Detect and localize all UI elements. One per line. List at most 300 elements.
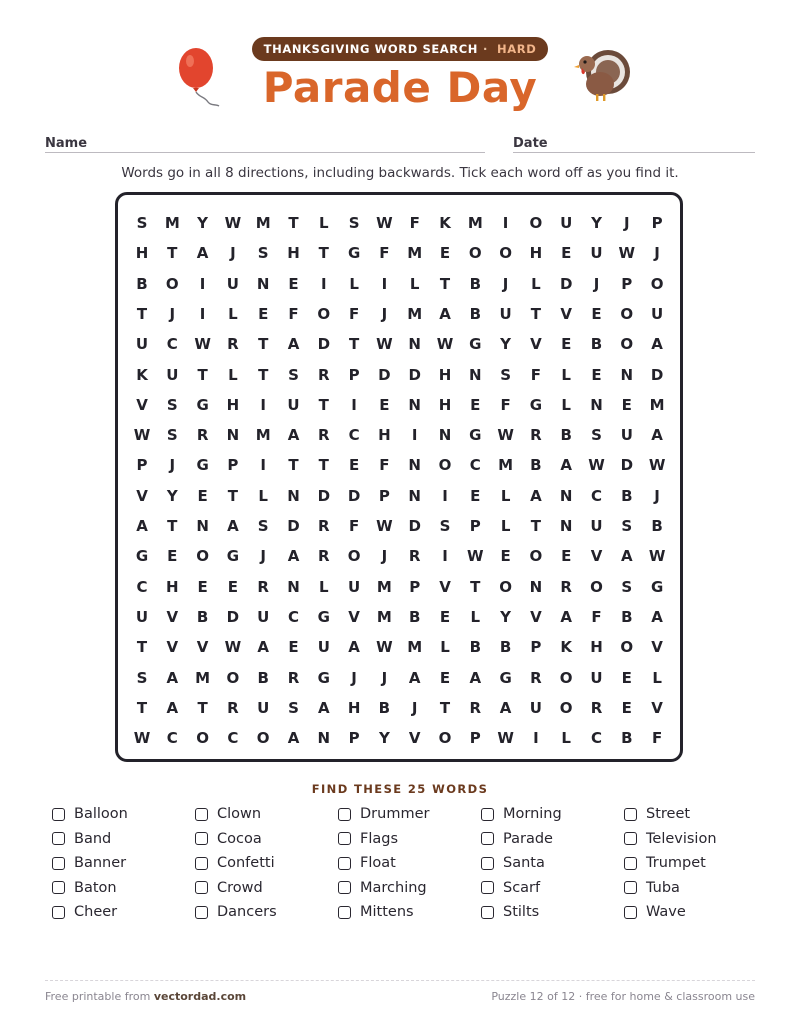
grid-cell[interactable]: O xyxy=(317,304,331,323)
grid-cell[interactable]: L xyxy=(409,274,420,293)
grid-cell[interactable]: S xyxy=(591,426,602,445)
grid-cell[interactable]: W xyxy=(436,335,454,354)
word-item[interactable] xyxy=(481,853,545,873)
grid-cell[interactable]: R xyxy=(469,698,482,717)
grid-cell[interactable]: F xyxy=(379,244,390,263)
grid-cell[interactable]: W xyxy=(224,214,242,232)
word-checkbox[interactable] xyxy=(481,857,494,870)
grid-cell[interactable]: C xyxy=(166,729,178,748)
grid-cell[interactable]: R xyxy=(318,365,330,384)
word-item[interactable] xyxy=(338,902,414,922)
word-checkbox[interactable] xyxy=(195,808,208,821)
word-item[interactable] xyxy=(338,829,398,849)
grid-cell[interactable]: B xyxy=(621,729,633,748)
grid-cell[interactable]: A xyxy=(196,244,209,263)
grid-cell[interactable]: N xyxy=(408,456,421,475)
grid-cell[interactable]: D xyxy=(620,456,634,475)
grid-cell[interactable]: W xyxy=(376,517,393,535)
grid-cell[interactable]: A xyxy=(166,668,179,687)
grid-cell[interactable]: E xyxy=(439,607,451,626)
grid-cell[interactable]: S xyxy=(166,395,178,414)
grid-cell[interactable]: T xyxy=(318,456,329,475)
grid-cell[interactable]: S xyxy=(257,244,269,263)
grid-cell[interactable]: T xyxy=(167,517,178,535)
grid-cell[interactable]: E xyxy=(561,335,572,354)
grid-cell[interactable]: I xyxy=(321,274,327,293)
grid-cell[interactable]: C xyxy=(469,456,481,475)
word-checkbox[interactable] xyxy=(338,832,351,845)
grid-cell[interactable]: U xyxy=(499,304,512,323)
grid-cell[interactable]: D xyxy=(317,335,331,354)
grid-cell[interactable]: L xyxy=(531,274,541,293)
word-item[interactable] xyxy=(195,853,275,873)
grid-cell[interactable]: A xyxy=(620,547,633,566)
word-item[interactable] xyxy=(624,902,686,922)
grid-cell[interactable]: V xyxy=(196,638,209,657)
word-item[interactable] xyxy=(195,878,263,898)
grid-cell[interactable]: T xyxy=(348,335,360,354)
grid-cell[interactable]: A xyxy=(469,668,482,687)
grid-cell[interactable]: A xyxy=(287,426,300,445)
word-checkbox[interactable] xyxy=(338,808,351,821)
grid-cell[interactable]: I xyxy=(533,729,539,748)
grid-cell[interactable]: D xyxy=(650,365,664,384)
grid-cell[interactable]: U xyxy=(287,395,300,414)
word-item[interactable] xyxy=(481,804,562,824)
grid-cell[interactable]: V xyxy=(348,607,360,626)
grid-cell[interactable]: M xyxy=(376,607,392,626)
grid-cell[interactable]: I xyxy=(411,426,418,445)
grid-cell[interactable]: U xyxy=(620,426,633,445)
grid-cell[interactable]: N xyxy=(287,577,300,596)
grid-cell[interactable]: C xyxy=(348,426,360,445)
grid-cell[interactable]: L xyxy=(228,365,238,384)
grid-cell[interactable]: W xyxy=(133,729,151,748)
grid-cell[interactable]: N xyxy=(226,426,240,445)
grid-cell[interactable]: N xyxy=(469,365,482,384)
grid-cell[interactable]: B xyxy=(560,426,572,445)
word-item[interactable] xyxy=(338,853,396,873)
grid-cell[interactable]: U xyxy=(257,698,270,717)
grid-cell[interactable]: S xyxy=(348,214,360,232)
grid-cell[interactable]: O xyxy=(499,577,512,596)
grid-cell[interactable]: P xyxy=(651,214,663,232)
grid-cell[interactable]: J xyxy=(624,214,630,232)
word-checkbox[interactable] xyxy=(195,906,208,919)
word-checkbox[interactable] xyxy=(481,881,494,894)
grid-cell[interactable]: S xyxy=(500,365,511,384)
word-checkbox[interactable] xyxy=(338,857,351,870)
grid-cell[interactable]: D xyxy=(226,607,240,626)
grid-cell[interactable]: J xyxy=(169,304,176,323)
grid-cell[interactable]: E xyxy=(470,486,481,505)
grid-cell[interactable]: P xyxy=(136,456,148,475)
grid-cell[interactable]: E xyxy=(561,244,572,263)
grid-cell[interactable]: G xyxy=(499,668,512,687)
grid-cell[interactable]: D xyxy=(378,365,391,384)
grid-cell[interactable]: C xyxy=(287,607,299,626)
grid-cell[interactable]: E xyxy=(227,577,239,596)
grid-cell[interactable]: P xyxy=(469,729,481,748)
grid-cell[interactable]: V xyxy=(439,577,451,596)
word-checkbox[interactable] xyxy=(481,832,494,845)
grid-cell[interactable]: A xyxy=(560,456,572,475)
word-checkbox[interactable] xyxy=(195,881,208,894)
grid-cell[interactable]: W xyxy=(618,244,636,263)
grid-cell[interactable]: S xyxy=(136,214,148,232)
grid-cell[interactable]: B xyxy=(408,607,421,626)
grid-cell[interactable]: E xyxy=(470,395,481,414)
grid-cell[interactable]: H xyxy=(438,365,452,384)
grid-cell[interactable]: W xyxy=(224,638,242,657)
grid-cell[interactable]: B xyxy=(136,274,148,293)
grid-cell[interactable]: D xyxy=(559,274,573,293)
grid-cell[interactable]: B xyxy=(469,638,482,657)
word-item[interactable] xyxy=(52,902,117,922)
grid-cell[interactable]: R xyxy=(408,547,421,566)
grid-cell[interactable]: A xyxy=(227,517,239,535)
grid-cell[interactable]: E xyxy=(348,456,360,475)
grid-cell[interactable]: B xyxy=(469,274,482,293)
grid-cell[interactable]: O xyxy=(620,335,634,354)
grid-cell[interactable]: I xyxy=(381,274,388,293)
grid-cell[interactable]: J xyxy=(169,456,176,475)
grid-cell[interactable]: W xyxy=(467,547,484,566)
grid-cell[interactable]: D xyxy=(287,517,300,535)
grid-cell[interactable]: V xyxy=(560,304,572,323)
grid-cell[interactable]: T xyxy=(167,244,178,263)
grid-cell[interactable]: A xyxy=(136,517,148,535)
grid-cell[interactable]: T xyxy=(439,274,451,293)
grid-cell[interactable]: B xyxy=(378,698,391,717)
grid-cell[interactable]: G xyxy=(469,335,482,354)
grid-cell[interactable]: O xyxy=(196,729,209,748)
grid-cell[interactable]: L xyxy=(561,729,571,748)
grid-cell[interactable]: T xyxy=(530,517,541,535)
grid-cell[interactable]: D xyxy=(408,365,421,384)
grid-cell[interactable]: F xyxy=(409,214,420,232)
grid-cell[interactable]: N xyxy=(559,486,573,505)
word-checkbox[interactable] xyxy=(624,808,637,821)
grid-cell[interactable]: U xyxy=(651,304,664,323)
grid-cell[interactable]: U xyxy=(590,668,603,687)
grid-cell[interactable]: V xyxy=(136,395,148,414)
grid-cell[interactable]: J xyxy=(351,668,357,687)
letter-grid[interactable] xyxy=(115,192,683,762)
grid-cell[interactable]: E xyxy=(439,668,451,687)
grid-cell[interactable]: M xyxy=(255,426,271,445)
grid-cell[interactable]: W xyxy=(376,335,393,354)
grid-cell[interactable]: L xyxy=(500,486,511,505)
word-item[interactable] xyxy=(481,829,553,849)
grid-cell[interactable]: B xyxy=(530,456,542,475)
grid-cell[interactable]: M xyxy=(407,304,423,323)
word-item[interactable] xyxy=(624,853,706,873)
grid-cell[interactable]: M xyxy=(255,214,271,232)
word-checkbox[interactable] xyxy=(481,906,494,919)
grid-cell[interactable]: R xyxy=(287,668,300,687)
grid-cell[interactable]: C xyxy=(227,729,239,748)
grid-cell[interactable]: Y xyxy=(500,335,512,354)
grid-cell[interactable]: L xyxy=(228,304,238,323)
grid-cell[interactable]: P xyxy=(469,517,481,535)
name-field[interactable] xyxy=(45,132,485,154)
grid-cell[interactable]: L xyxy=(470,607,481,626)
grid-cell[interactable]: L xyxy=(349,274,359,293)
grid-cell[interactable]: E xyxy=(500,547,511,566)
word-checkbox[interactable] xyxy=(195,857,208,870)
grid-cell[interactable]: E xyxy=(591,365,602,384)
grid-cell[interactable]: H xyxy=(226,395,240,414)
grid-cell[interactable]: M xyxy=(407,244,423,263)
word-checkbox[interactable] xyxy=(52,808,65,821)
grid-cell[interactable]: A xyxy=(348,638,360,657)
grid-cell[interactable]: U xyxy=(590,244,603,263)
grid-cell[interactable]: R xyxy=(318,426,330,445)
grid-cell[interactable]: I xyxy=(260,456,266,475)
grid-cell[interactable]: A xyxy=(651,335,663,354)
grid-cell[interactable]: F xyxy=(530,365,542,384)
grid-cell[interactable]: M xyxy=(376,577,392,596)
grid-cell[interactable]: L xyxy=(561,395,571,414)
grid-cell[interactable]: T xyxy=(288,456,299,475)
grid-cell[interactable]: T xyxy=(258,365,269,384)
grid-cell[interactable]: P xyxy=(378,486,390,505)
grid-cell[interactable]: H xyxy=(378,426,391,445)
grid-cell[interactable]: A xyxy=(287,547,300,566)
grid-cell[interactable]: T xyxy=(136,304,148,323)
word-item[interactable] xyxy=(195,804,261,824)
word-checkbox[interactable] xyxy=(338,881,351,894)
grid-cell[interactable]: A xyxy=(439,304,451,323)
word-checkbox[interactable] xyxy=(624,906,637,919)
grid-cell[interactable]: A xyxy=(651,426,663,445)
grid-cell[interactable]: Y xyxy=(591,214,602,232)
grid-cell[interactable]: A xyxy=(317,698,330,717)
grid-cell[interactable]: S xyxy=(136,668,148,687)
grid-cell[interactable]: U xyxy=(590,517,603,535)
grid-cell[interactable]: O xyxy=(438,456,452,475)
word-item[interactable] xyxy=(481,878,540,898)
grid-cell[interactable]: E xyxy=(561,547,572,566)
grid-cell[interactable]: J xyxy=(502,274,509,293)
grid-cell[interactable]: O xyxy=(165,274,179,293)
grid-cell[interactable]: I xyxy=(442,486,448,505)
grid-cell[interactable]: E xyxy=(379,395,390,414)
grid-cell[interactable]: M xyxy=(195,668,211,687)
grid-cell[interactable]: B xyxy=(469,304,482,323)
grid-cell[interactable]: G xyxy=(529,395,543,414)
grid-cell[interactable]: O xyxy=(529,547,543,566)
grid-cell[interactable]: E xyxy=(591,304,602,323)
grid-cell[interactable]: V xyxy=(590,547,603,566)
grid-cell[interactable]: E xyxy=(288,274,299,293)
grid-cell[interactable]: M xyxy=(649,395,665,414)
word-item[interactable] xyxy=(481,902,539,922)
grid-cell[interactable]: A xyxy=(257,638,269,657)
grid-cell[interactable]: H xyxy=(529,244,543,263)
grid-cell[interactable]: E xyxy=(167,547,178,566)
grid-cell[interactable]: O xyxy=(468,244,482,263)
grid-cell[interactable]: K xyxy=(136,365,148,384)
grid-cell[interactable]: B xyxy=(621,607,633,626)
grid-cell[interactable]: R xyxy=(257,577,269,596)
grid-cell[interactable]: S xyxy=(257,517,269,535)
grid-cell[interactable]: Y xyxy=(378,729,390,748)
grid-cell[interactable]: P xyxy=(348,729,360,748)
grid-cell[interactable]: E xyxy=(621,698,632,717)
word-item[interactable] xyxy=(338,804,429,824)
word-item[interactable] xyxy=(195,902,277,922)
grid-cell[interactable]: U xyxy=(226,274,239,293)
grid-cell[interactable]: I xyxy=(351,395,357,414)
grid-cell[interactable]: U xyxy=(135,607,149,626)
grid-cell[interactable]: O xyxy=(347,547,361,566)
grid-cell[interactable]: V xyxy=(408,729,421,748)
grid-cell[interactable]: O xyxy=(590,577,603,596)
grid-cell[interactable]: N xyxy=(590,395,603,414)
grid-cell[interactable]: T xyxy=(318,244,329,263)
grid-cell[interactable]: S xyxy=(621,517,633,535)
grid-cell[interactable]: U xyxy=(317,638,330,657)
grid-cell[interactable]: G xyxy=(650,577,664,596)
grid-cell[interactable]: N xyxy=(620,365,634,384)
grid-cell[interactable]: T xyxy=(258,335,269,354)
grid-cell[interactable]: L xyxy=(500,517,511,535)
word-item[interactable] xyxy=(52,829,111,849)
grid-cell[interactable]: E xyxy=(439,244,451,263)
grid-cell[interactable]: W xyxy=(194,335,211,354)
grid-cell[interactable]: V xyxy=(651,638,663,657)
grid-cell[interactable]: N xyxy=(317,729,331,748)
grid-cell[interactable]: J xyxy=(593,274,600,293)
grid-cell[interactable]: V xyxy=(166,638,179,657)
grid-cell[interactable]: G xyxy=(196,395,209,414)
grid-cell[interactable]: J xyxy=(654,486,660,505)
grid-cell[interactable]: E xyxy=(621,668,632,687)
grid-cell[interactable]: R xyxy=(530,668,542,687)
grid-cell[interactable]: U xyxy=(135,335,149,354)
grid-cell[interactable]: T xyxy=(136,698,148,717)
grid-cell[interactable]: N xyxy=(529,577,543,596)
grid-cell[interactable]: P xyxy=(621,274,633,293)
grid-cell[interactable]: U xyxy=(348,577,361,596)
grid-cell[interactable]: C xyxy=(166,335,178,354)
grid-cell[interactable]: D xyxy=(317,486,331,505)
grid-cell[interactable]: N xyxy=(438,426,452,445)
grid-cell[interactable]: J xyxy=(260,547,266,566)
grid-cell[interactable]: J xyxy=(381,304,388,323)
grid-cell[interactable]: N xyxy=(408,395,421,414)
grid-cell[interactable]: U xyxy=(257,607,270,626)
grid-cell[interactable]: A xyxy=(166,698,179,717)
grid-cell[interactable]: O xyxy=(256,729,270,748)
grid-cell[interactable]: N xyxy=(559,517,573,535)
grid-cell[interactable]: E xyxy=(197,577,208,596)
grid-cell[interactable]: I xyxy=(260,395,266,414)
grid-cell[interactable]: H xyxy=(590,638,603,657)
grid-cell[interactable]: F xyxy=(500,395,511,414)
grid-cell[interactable]: J xyxy=(411,698,418,717)
grid-cell[interactable]: I xyxy=(442,547,448,566)
grid-cell[interactable]: T xyxy=(439,698,451,717)
grid-cell[interactable]: P xyxy=(409,577,421,596)
grid-cell[interactable]: G xyxy=(135,547,149,566)
grid-cell[interactable]: T xyxy=(470,577,481,596)
grid-cell[interactable]: J xyxy=(230,244,236,263)
grid-cell[interactable]: W xyxy=(133,426,151,445)
grid-cell[interactable]: F xyxy=(651,729,663,748)
grid-cell[interactable]: T xyxy=(318,395,329,414)
grid-cell[interactable]: R xyxy=(590,698,603,717)
grid-cell[interactable]: M xyxy=(498,456,514,475)
grid-cell[interactable]: A xyxy=(560,607,572,626)
grid-cell[interactable]: I xyxy=(199,274,206,293)
grid-cell[interactable]: C xyxy=(590,729,602,748)
grid-cell[interactable]: W xyxy=(497,426,514,445)
grid-cell[interactable]: V xyxy=(651,698,663,717)
grid-cell[interactable]: O xyxy=(499,244,512,263)
grid-cell[interactable]: P xyxy=(530,638,542,657)
grid-cell[interactable]: R xyxy=(196,426,209,445)
grid-cell[interactable]: E xyxy=(288,638,299,657)
grid-cell[interactable]: G xyxy=(317,668,330,687)
grid-cell[interactable]: T xyxy=(197,698,208,717)
grid-cell[interactable]: O xyxy=(559,668,573,687)
grid-cell[interactable]: E xyxy=(621,395,632,414)
grid-cell[interactable]: S xyxy=(288,365,299,384)
grid-cell[interactable]: H xyxy=(166,577,179,596)
grid-cell[interactable]: N xyxy=(287,486,300,505)
word-checkbox[interactable] xyxy=(338,906,351,919)
grid-cell[interactable]: P xyxy=(348,365,360,384)
grid-cell[interactable]: B xyxy=(621,486,633,505)
grid-cell[interactable]: A xyxy=(651,607,663,626)
grid-cell[interactable]: M xyxy=(407,638,423,657)
grid-cell[interactable]: F xyxy=(348,517,360,535)
grid-cell[interactable]: A xyxy=(499,698,512,717)
grid-cell[interactable]: E xyxy=(197,486,208,505)
grid-cell[interactable]: J xyxy=(381,668,388,687)
grid-cell[interactable]: C xyxy=(590,486,602,505)
grid-cell[interactable]: O xyxy=(620,638,634,657)
grid-cell[interactable]: F xyxy=(288,304,299,323)
grid-cell[interactable]: H xyxy=(135,244,149,263)
grid-cell[interactable]: W xyxy=(376,214,393,232)
word-item[interactable] xyxy=(624,804,690,824)
grid-cell[interactable]: L xyxy=(561,365,571,384)
grid-cell[interactable]: W xyxy=(648,547,666,566)
grid-cell[interactable]: J xyxy=(654,244,660,263)
grid-cell[interactable]: D xyxy=(408,517,421,535)
grid-cell[interactable]: A xyxy=(408,668,421,687)
grid-cell[interactable]: V xyxy=(136,486,148,505)
grid-cell[interactable]: R xyxy=(318,547,330,566)
word-checkbox[interactable] xyxy=(52,857,65,870)
word-checkbox[interactable] xyxy=(481,808,494,821)
grid-cell[interactable]: E xyxy=(258,304,269,323)
grid-cell[interactable]: O xyxy=(438,729,452,748)
grid-cell[interactable]: O xyxy=(620,304,634,323)
grid-cell[interactable]: P xyxy=(227,456,239,475)
grid-cell[interactable]: F xyxy=(348,304,360,323)
grid-cell[interactable]: T xyxy=(227,486,238,505)
grid-cell[interactable]: H xyxy=(347,698,361,717)
grid-cell[interactable]: A xyxy=(530,486,542,505)
grid-cell[interactable]: T xyxy=(197,365,208,384)
grid-cell[interactable]: V xyxy=(166,607,179,626)
grid-cell[interactable]: N xyxy=(256,274,270,293)
